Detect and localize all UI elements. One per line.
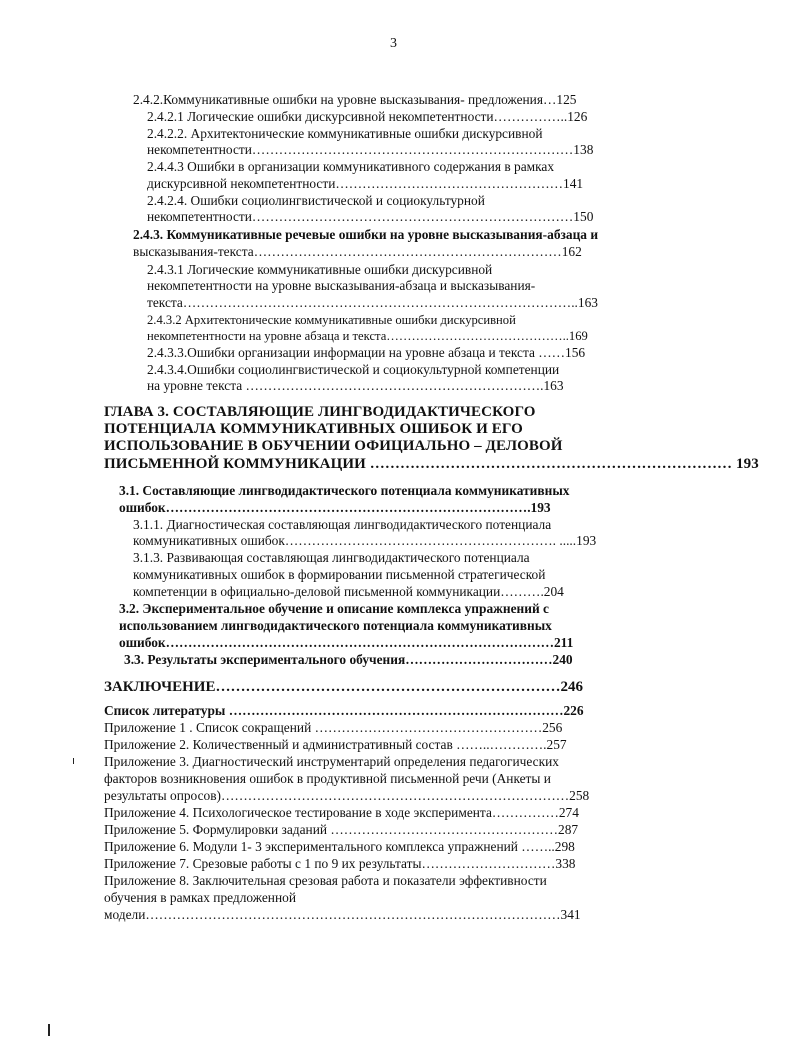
toc-line: ошибок……………………………………………………………………….193 — [119, 500, 551, 515]
toc-line: на уровне текста ………………………………………………………….163 — [147, 378, 564, 393]
chapter-heading: ГЛАВА 3. СОСТАВЛЯЮЩИЕ ЛИНГВОДИДАКТИЧЕСКОГО — [104, 404, 536, 420]
toc-line: Приложение 2. Количественный и административный состав ……..………….257 — [104, 737, 567, 752]
toc-line: 3.1. Составляющие лингводидактического потенциала коммуникативных — [119, 483, 570, 498]
toc-line: компетенции в официально-деловой письменной коммуникации……….204 — [133, 584, 564, 599]
toc-line: 2.4.3. Коммуникативные речевые ошибки на уровне высказывания-абзаца и — [133, 227, 599, 242]
toc-line: некомпетентности на уровне высказывания-абзаца и высказывания- — [147, 278, 536, 293]
chapter-heading: ИСПОЛЬЗОВАНИЕ В ОБУЧЕНИИ ОФИЦИАЛЬНО – ДЕЛОВОЙ — [104, 438, 563, 454]
toc-line: модели…………………………………………………………………………………341 — [104, 907, 581, 922]
toc-line: 2.4.3.3.Ошибки организации информации на уровне абзаца и текста ……156 — [147, 345, 586, 360]
toc-line: некомпетентности на уровне абзаца и текста……………………………………..169 — [147, 329, 588, 343]
toc-line: Приложение 8. Заключительная срезовая работа и показатели эффективности — [104, 873, 547, 888]
toc-line: ошибок……………………………………………………………………………211 — [119, 635, 574, 650]
toc-line: Список литературы …………………………………………………………………226 — [104, 703, 584, 718]
toc-line: Приложение 4. Психологическое тестирование в ходе эксперимента……………274 — [104, 805, 579, 820]
toc-line: 3.1.1. Диагностическая составляющая лингводидактического потенциала — [133, 517, 552, 532]
toc-line: Приложение 3. Диагностический инструментарий определения педагогических — [104, 754, 559, 769]
toc-line: 3.3. Результаты экспериментального обучения……………………………240 — [124, 652, 573, 667]
toc-line: результаты опросов)……………………………………………………………………258 — [104, 788, 590, 803]
toc-line: 3.1.3. Развивающая составляющая лингводидактического потенциала — [133, 550, 530, 565]
toc-line: 2.4.3.4.Ошибки социолингвистической и социокультурной компетенции — [147, 362, 560, 377]
toc-line: 2.4.2.4. Ошибки социолингвистической и социокультурной — [147, 193, 485, 208]
toc-line: некомпетентности………………………………………………………………150 — [147, 209, 594, 224]
scan-mark — [48, 1024, 50, 1036]
toc-line: текста……………………………………………………………………………..163 — [147, 295, 598, 310]
toc-line: Приложение 1 . Список сокращений ……………………………………………256 — [104, 720, 563, 735]
toc-line: 2.4.3.1 Логические коммуникативные ошибки дискурсивной — [147, 262, 493, 277]
page-number: 3 — [390, 36, 397, 51]
toc-line: 2.4.4.3 Ошибки в организации коммуникативного содержания в рамках — [147, 159, 555, 174]
conclusion-heading: ЗАКЛЮЧЕНИЕ……………………………………………………………246 — [104, 679, 583, 695]
toc-line: использованием лингводидактического потенциала коммуникативных — [119, 618, 552, 633]
toc-line: 2.4.2.Коммуникативные ошибки на уровне высказывания- предложения…125 — [133, 92, 577, 107]
chapter-heading: ПИСЬМЕННОЙ КОММУНИКАЦИИ ……………………………………………………………… 193 — [104, 456, 759, 472]
toc-line: обучения в рамках предложенной — [104, 890, 296, 905]
chapter-heading: ПОТЕНЦИАЛА КОММУНИКАТИВНЫХ ОШИБОК И ЕГО — [104, 421, 523, 437]
scan-mark — [73, 758, 74, 764]
toc-line: Приложение 5. Формулировки заданий ……………………………………………287 — [104, 822, 579, 837]
toc-line: дискурсивной некомпетентности……………………………………………141 — [147, 176, 584, 191]
toc-line: факторов возникновения ошибок в продуктивной письменной речи (Анкеты и — [104, 771, 551, 786]
toc-line: некомпетентности………………………………………………………………138 — [147, 142, 594, 157]
toc-line: Приложение 6. Модули 1- 3 экспериментального комплекса упражнений ……..298 — [104, 839, 575, 854]
toc-line: 2.4.3.2 Архитектонические коммуникативные ошибки дискурсивной — [147, 313, 516, 327]
toc-line: коммуникативных ошибок……………………………………………………. .....193 — [133, 533, 597, 548]
toc-line: 2.4.2.2. Архитектонические коммуникативные ошибки дискурсивной — [147, 126, 543, 141]
toc-line: высказывания-текста……………………………………………………………162 — [133, 244, 582, 259]
toc-line: 3.2. Экспериментальное обучение и описание комплекса упражнений с — [119, 601, 549, 616]
toc-line: коммуникативных ошибок в формировании письменной стратегической — [133, 567, 546, 582]
toc-line: 2.4.2.1 Логические ошибки дискурсивной некомпетентности……………..126 — [147, 109, 588, 124]
toc-line: Приложение 7. Срезовые работы с 1 по 9 их результаты…………………………338 — [104, 856, 576, 871]
